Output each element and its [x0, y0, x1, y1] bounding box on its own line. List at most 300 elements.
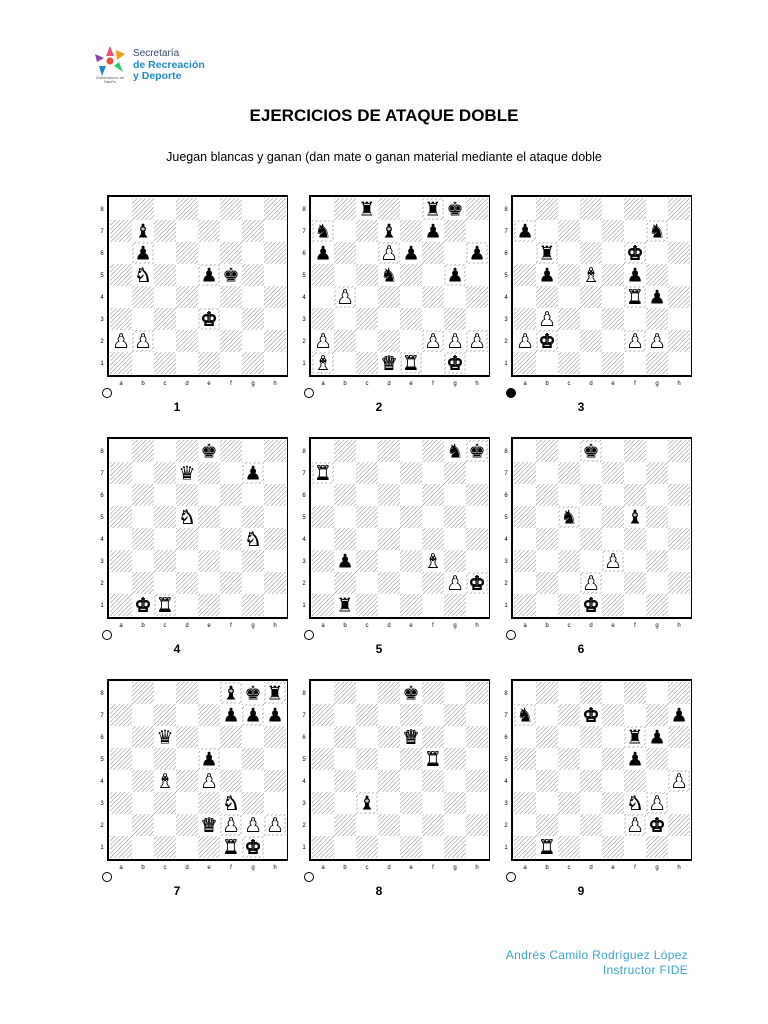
logo	[92, 44, 222, 88]
square-a8	[514, 440, 536, 462]
file-label: h	[475, 623, 479, 629]
square-b7	[536, 220, 558, 242]
square-f5	[422, 506, 444, 528]
rank-label: 2	[504, 823, 508, 829]
square-a6	[110, 484, 132, 506]
rank-label: 6	[302, 735, 306, 741]
file-label: d	[387, 623, 391, 629]
file-label: f	[634, 623, 636, 629]
square-g5	[444, 506, 466, 528]
file-label: e	[409, 623, 413, 629]
file-label: a	[321, 865, 325, 871]
file-label: b	[343, 623, 347, 629]
square-d4	[176, 286, 198, 308]
file-label: c	[567, 381, 571, 387]
square-f2	[624, 572, 646, 594]
square-h4	[466, 528, 488, 550]
diagram-number: 3	[577, 400, 585, 414]
file-label: h	[677, 381, 681, 387]
square-b3	[536, 792, 558, 814]
file-label: g	[251, 381, 255, 387]
square-d6	[176, 484, 198, 506]
square-g8	[646, 440, 668, 462]
rank-label: 6	[302, 493, 306, 499]
square-f1	[220, 352, 242, 374]
square-b8	[132, 198, 154, 220]
square-b4	[334, 770, 356, 792]
square-a5	[110, 506, 132, 528]
file-label: f	[230, 865, 232, 871]
square-e3	[602, 792, 624, 814]
rank-label: 3	[100, 801, 104, 807]
square-e7	[198, 220, 220, 242]
square-f1	[624, 594, 646, 616]
square-a1	[514, 352, 536, 374]
square-a1	[312, 836, 334, 858]
white-pawn-icon: ♟	[314, 330, 332, 353]
file-label: c	[163, 865, 167, 871]
square-h5	[668, 748, 690, 770]
file-label: b	[545, 865, 549, 871]
black-pawn-icon: ♟	[266, 704, 284, 727]
turn-indicator-icon	[305, 389, 314, 398]
square-b2	[536, 814, 558, 836]
diagram-number: 6	[577, 642, 585, 656]
file-label: a	[321, 623, 325, 629]
square-b1	[132, 352, 154, 374]
white-pawn-icon: ♟	[516, 330, 534, 353]
file-label: d	[185, 381, 189, 387]
square-f8	[624, 682, 646, 704]
square-g2	[242, 572, 264, 594]
turn-indicator-icon	[507, 389, 516, 398]
square-a8	[514, 682, 536, 704]
file-label: c	[163, 381, 167, 387]
square-d6	[580, 484, 602, 506]
square-g1	[444, 836, 466, 858]
rank-label: 1	[504, 603, 508, 609]
square-f5	[422, 264, 444, 286]
rank-label: 3	[302, 317, 306, 323]
square-h5	[264, 264, 286, 286]
square-g7	[646, 704, 668, 726]
square-b3	[334, 792, 356, 814]
turn-indicator-icon	[507, 631, 516, 640]
black-bishop-icon: ♝	[380, 220, 398, 243]
file-label: c	[163, 623, 167, 629]
square-a3	[514, 792, 536, 814]
square-f8	[624, 440, 646, 462]
rank-label: 2	[100, 339, 104, 345]
file-label: b	[343, 865, 347, 871]
white-knight-icon: ♞	[244, 528, 262, 551]
square-e7	[602, 704, 624, 726]
white-knight-icon: ♞	[178, 506, 196, 529]
black-bishop-icon: ♝	[222, 682, 240, 705]
square-b8	[334, 198, 356, 220]
square-c6	[558, 242, 580, 264]
square-h7	[264, 462, 286, 484]
white-king-icon: ♚	[134, 594, 152, 617]
square-b4	[536, 286, 558, 308]
file-label: c	[567, 865, 571, 871]
square-c7	[356, 704, 378, 726]
square-g3	[444, 550, 466, 572]
square-a3	[514, 550, 536, 572]
square-d5	[176, 748, 198, 770]
square-d2	[378, 814, 400, 836]
square-e3	[602, 308, 624, 330]
square-d2	[176, 330, 198, 352]
square-b3	[132, 308, 154, 330]
file-label: e	[409, 865, 413, 871]
square-f8	[220, 198, 242, 220]
square-c5	[154, 748, 176, 770]
square-e4	[602, 286, 624, 308]
square-a4	[514, 528, 536, 550]
white-pawn-icon: ♟	[446, 572, 464, 595]
white-knight-icon: ♞	[222, 792, 240, 815]
file-label: c	[365, 623, 369, 629]
square-b5	[334, 264, 356, 286]
square-g8	[444, 682, 466, 704]
white-king-icon: ♚	[538, 330, 556, 353]
rank-label: 5	[504, 273, 508, 279]
square-e1	[602, 836, 624, 858]
square-d8	[580, 198, 602, 220]
square-d3	[176, 308, 198, 330]
square-g6	[242, 726, 264, 748]
rank-label: 5	[504, 515, 508, 521]
square-b6	[536, 726, 558, 748]
square-d4	[176, 770, 198, 792]
square-d3	[378, 550, 400, 572]
white-rook-icon: ♜	[424, 748, 442, 771]
square-c1	[356, 594, 378, 616]
square-g4	[242, 286, 264, 308]
rank-label: 4	[100, 779, 104, 785]
square-e6	[400, 484, 422, 506]
square-b5	[132, 506, 154, 528]
white-pawn-icon: ♟	[336, 286, 354, 309]
white-bishop-icon: ♝	[156, 770, 174, 793]
square-a7	[110, 462, 132, 484]
square-h2	[668, 330, 690, 352]
diagram-number: 4	[173, 642, 181, 656]
rank-label: 1	[504, 845, 508, 851]
file-label: b	[545, 381, 549, 387]
square-d5	[580, 506, 602, 528]
diagram-number: 7	[173, 884, 181, 898]
square-c7	[356, 220, 378, 242]
file-label: g	[453, 623, 457, 629]
square-f6	[220, 242, 242, 264]
white-queen-icon: ♛	[200, 814, 218, 837]
black-bishop-icon: ♝	[134, 220, 152, 243]
square-d5	[176, 264, 198, 286]
square-e3	[198, 792, 220, 814]
square-e7	[400, 704, 422, 726]
white-pawn-icon: ♟	[582, 572, 600, 595]
square-h3	[466, 308, 488, 330]
rank-label: 7	[504, 713, 508, 719]
white-queen-icon: ♛	[380, 352, 398, 375]
square-d8	[378, 440, 400, 462]
square-f4	[422, 770, 444, 792]
file-label: g	[453, 865, 457, 871]
square-d3	[176, 792, 198, 814]
square-a2	[110, 814, 132, 836]
square-d4	[580, 770, 602, 792]
white-pawn-icon: ♟	[266, 814, 284, 837]
black-king-icon: ♚	[468, 440, 486, 463]
turn-indicator-icon	[507, 873, 516, 882]
square-d8	[378, 682, 400, 704]
square-c4	[558, 528, 580, 550]
square-f8	[220, 440, 242, 462]
rank-label: 3	[100, 559, 104, 565]
file-label: g	[655, 381, 659, 387]
square-h1	[668, 594, 690, 616]
file-label: g	[453, 381, 457, 387]
square-d6	[378, 484, 400, 506]
square-a6	[514, 484, 536, 506]
chessboard	[92, 188, 288, 400]
square-b5	[334, 748, 356, 770]
square-a2	[312, 814, 334, 836]
file-label: d	[589, 381, 593, 387]
square-d8	[176, 198, 198, 220]
square-h6	[668, 242, 690, 264]
diagram-3	[496, 188, 692, 418]
square-f7	[422, 704, 444, 726]
file-label: e	[611, 381, 615, 387]
file-label: d	[185, 865, 189, 871]
rank-label: 2	[302, 339, 306, 345]
black-king-icon: ♚	[244, 682, 262, 705]
square-c7	[154, 220, 176, 242]
rank-label: 4	[302, 295, 306, 301]
square-g3	[646, 308, 668, 330]
white-king-icon: ♚	[626, 242, 644, 265]
square-c2	[154, 814, 176, 836]
square-f7	[422, 462, 444, 484]
square-c1	[356, 352, 378, 374]
square-d7	[378, 462, 400, 484]
square-e8	[400, 198, 422, 220]
square-f8	[422, 440, 444, 462]
rank-label: 7	[504, 471, 508, 477]
square-d2	[176, 814, 198, 836]
file-label: b	[343, 381, 347, 387]
square-d5	[378, 506, 400, 528]
rank-label: 2	[302, 581, 306, 587]
square-g7	[444, 704, 466, 726]
file-label: b	[141, 381, 145, 387]
white-bishop-icon: ♝	[314, 352, 332, 375]
file-label: a	[523, 865, 527, 871]
white-pawn-icon: ♟	[424, 330, 442, 353]
square-h6	[668, 726, 690, 748]
file-label: d	[387, 865, 391, 871]
white-rook-icon: ♜	[626, 286, 644, 309]
rank-label: 6	[504, 493, 508, 499]
square-c5	[356, 506, 378, 528]
square-a5	[514, 264, 536, 286]
rank-label: 4	[504, 779, 508, 785]
square-c3	[558, 792, 580, 814]
square-h4	[668, 528, 690, 550]
square-e8	[602, 440, 624, 462]
rank-label: 5	[302, 757, 306, 763]
file-label: d	[589, 623, 593, 629]
square-c2	[558, 572, 580, 594]
square-a1	[110, 836, 132, 858]
square-c2	[356, 330, 378, 352]
black-pawn-icon: ♟	[314, 242, 332, 265]
square-e1	[400, 594, 422, 616]
diagram-5	[294, 430, 490, 660]
white-queen-icon: ♛	[402, 726, 420, 749]
square-d8	[580, 682, 602, 704]
square-d7	[176, 704, 198, 726]
square-f6	[422, 726, 444, 748]
square-g5	[242, 748, 264, 770]
rank-label: 7	[100, 229, 104, 235]
white-king-icon: ♚	[244, 836, 262, 859]
square-e2	[602, 572, 624, 594]
square-d3	[580, 550, 602, 572]
square-h2	[466, 814, 488, 836]
square-b8	[334, 682, 356, 704]
logo-line-1: Secretaría	[133, 48, 180, 59]
rank-label: 1	[100, 361, 104, 367]
square-g3	[242, 550, 264, 572]
square-b4	[132, 528, 154, 550]
diagram-1	[92, 188, 288, 418]
chessboard	[92, 430, 288, 642]
white-pawn-icon: ♟	[604, 550, 622, 573]
square-b6	[132, 726, 154, 748]
square-h7	[668, 462, 690, 484]
square-c3	[356, 550, 378, 572]
square-e4	[602, 528, 624, 550]
square-h6	[264, 242, 286, 264]
square-g8	[646, 198, 668, 220]
white-pawn-icon: ♟	[626, 814, 644, 837]
square-g6	[242, 242, 264, 264]
square-e6	[198, 484, 220, 506]
square-h3	[668, 308, 690, 330]
square-f8	[422, 682, 444, 704]
square-d2	[580, 330, 602, 352]
rank-label: 4	[100, 537, 104, 543]
page-title: EJERCICIOS DE ATAQUE DOBLE	[249, 106, 519, 125]
white-pawn-icon: ♟	[468, 330, 486, 353]
file-label: e	[207, 865, 211, 871]
rank-label: 2	[100, 581, 104, 587]
square-g7	[646, 462, 668, 484]
black-pawn-icon: ♟	[336, 550, 354, 573]
square-e5	[400, 748, 422, 770]
square-e5	[400, 264, 422, 286]
square-f4	[624, 770, 646, 792]
square-b3	[334, 308, 356, 330]
rank-label: 1	[100, 845, 104, 851]
rank-label: 3	[100, 317, 104, 323]
file-label: c	[365, 381, 369, 387]
square-h8	[466, 682, 488, 704]
square-h1	[264, 352, 286, 374]
rank-label: 8	[100, 449, 104, 455]
diagram-9	[496, 672, 692, 902]
square-h6	[264, 726, 286, 748]
white-king-icon: ♚	[200, 308, 218, 331]
black-knight-icon: ♞	[560, 506, 578, 529]
square-a1	[312, 594, 334, 616]
square-c2	[154, 330, 176, 352]
rank-label: 3	[504, 801, 508, 807]
black-rook-icon: ♜	[266, 682, 284, 705]
square-h6	[668, 484, 690, 506]
square-d8	[176, 440, 198, 462]
square-e7	[602, 462, 624, 484]
square-b2	[334, 814, 356, 836]
square-b4	[132, 286, 154, 308]
square-e4	[400, 286, 422, 308]
square-f4	[220, 528, 242, 550]
square-a5	[312, 506, 334, 528]
square-e8	[400, 440, 422, 462]
square-d3	[580, 792, 602, 814]
square-g1	[646, 352, 668, 374]
square-d3	[378, 792, 400, 814]
square-d2	[176, 572, 198, 594]
rank-label: 5	[504, 757, 508, 763]
square-h5	[466, 506, 488, 528]
square-h7	[466, 220, 488, 242]
square-a8	[312, 198, 334, 220]
square-g3	[242, 308, 264, 330]
square-a6	[312, 726, 334, 748]
square-h3	[264, 792, 286, 814]
square-g6	[646, 484, 668, 506]
rank-label: 3	[504, 317, 508, 323]
file-label: h	[475, 865, 479, 871]
rank-label: 5	[100, 273, 104, 279]
square-d7	[176, 220, 198, 242]
square-b1	[334, 352, 356, 374]
square-h1	[264, 836, 286, 858]
square-e5	[602, 748, 624, 770]
square-g2	[646, 572, 668, 594]
square-g5	[646, 506, 668, 528]
square-a6	[312, 484, 334, 506]
square-b6	[334, 484, 356, 506]
square-h4	[264, 770, 286, 792]
author-name: Andrés Camilo Rodríguez López	[505, 948, 688, 962]
square-e1	[198, 594, 220, 616]
square-g4	[242, 770, 264, 792]
square-d3	[580, 308, 602, 330]
square-c7	[558, 704, 580, 726]
square-h5	[466, 264, 488, 286]
square-a6	[514, 242, 536, 264]
square-f4	[220, 286, 242, 308]
white-king-icon: ♚	[582, 704, 600, 727]
square-f6	[422, 484, 444, 506]
square-c5	[154, 264, 176, 286]
